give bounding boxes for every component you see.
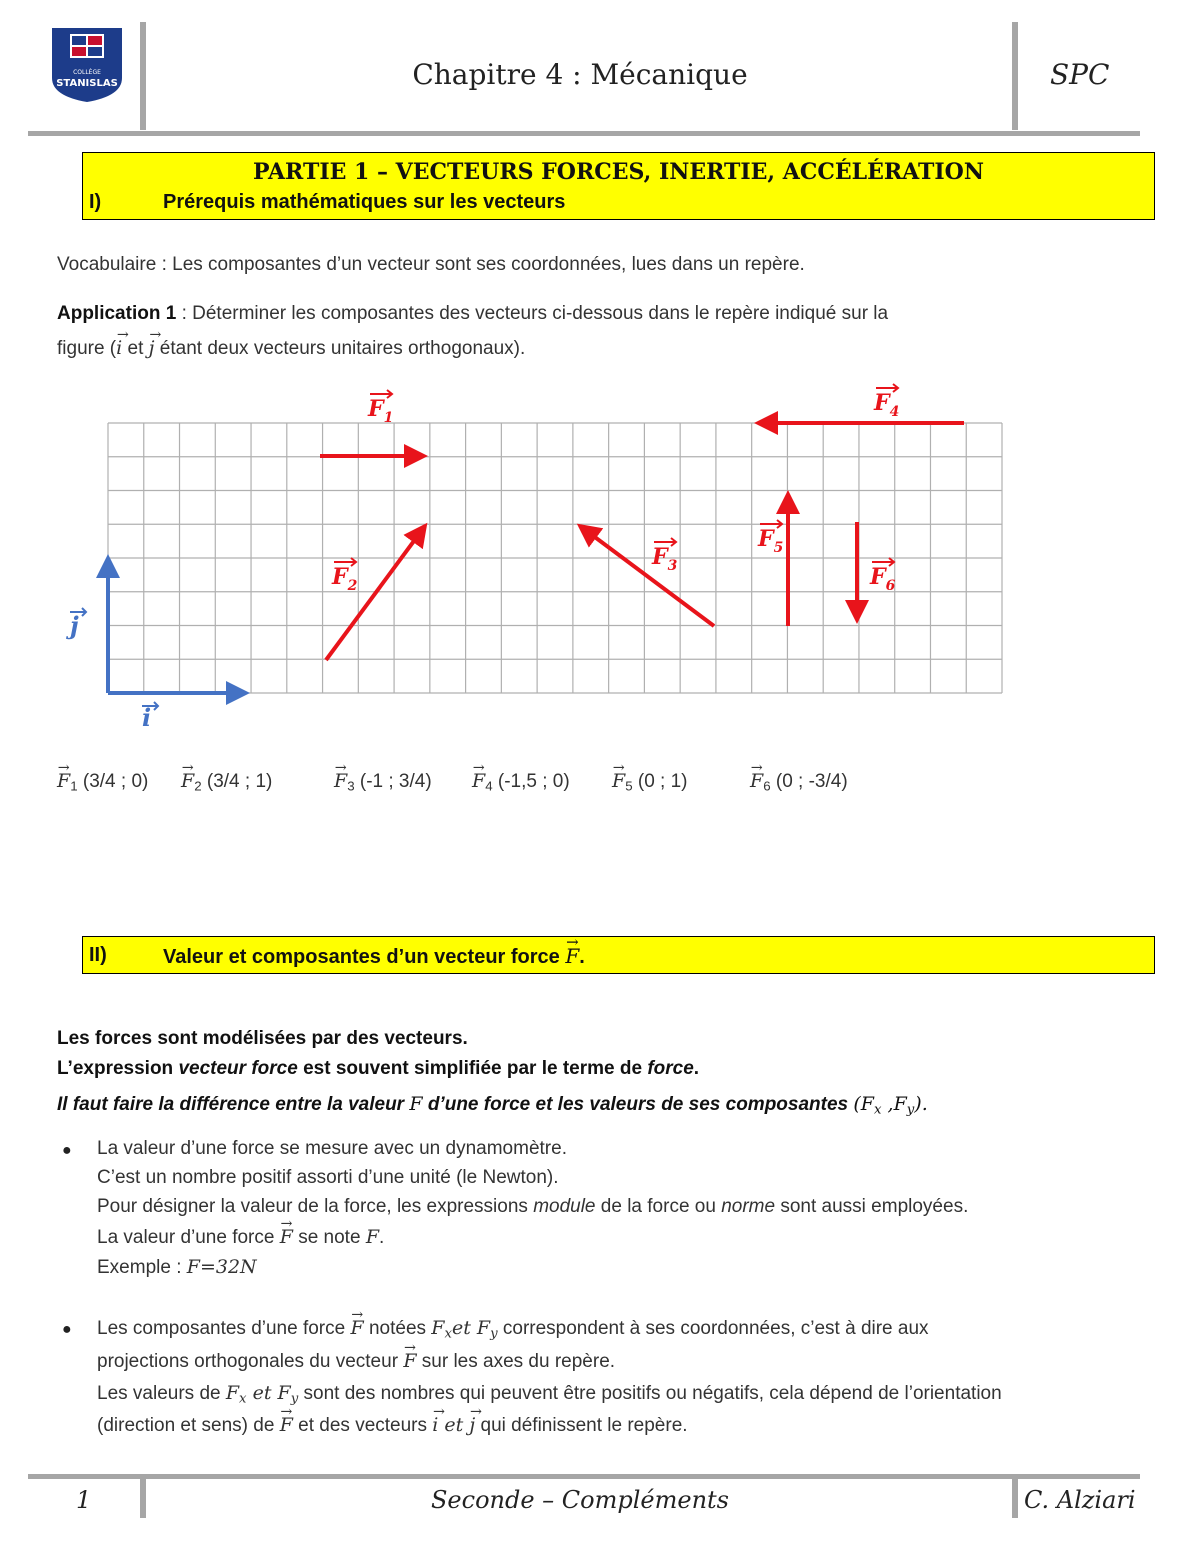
logo-text-bottom: STANISLAS (56, 78, 118, 89)
bullet2-line4: (direction et sens) de → F et des vecteurs → i et → j qui définissent le repère. (97, 1414, 688, 1437)
bullet1-line3: Pour désigner la valeur de la force, les expressions module de la force ou norme sont aussi employées. (97, 1196, 969, 1217)
label-f3: $F_3$ (652, 544, 678, 574)
section1-subtitle: Prérequis mathématiques sur les vecteurs (163, 191, 566, 213)
section2-title: Valeur et composantes d’un vecteur force → F. (163, 944, 585, 969)
answer-f1: → $F_1$ (3/4 ; 0) (57, 770, 148, 793)
footer-author: C. Alziari (1024, 1486, 1136, 1514)
bullet2-line1: Les composantes d’une force → F notées $F_xet$ $F_y$ correspondent à ses coordonnées, c’est à dire aux (97, 1317, 929, 1341)
bullet1-line2: C’est un nombre positif assorti d’une unité (le Newton). (97, 1167, 559, 1188)
label-f6: $F_6$ (870, 564, 896, 594)
application-text2b: étant deux vecteurs unitaires orthogonaux). (154, 338, 526, 359)
answer-f3: → $F_3$ (-1 ; 3/4) (334, 770, 432, 793)
label-i: i (142, 703, 152, 732)
vector-i-inline: → i (116, 337, 122, 359)
force-vector-f2 (326, 526, 425, 660)
bullet2-line2: projections orthogonales du vecteur → F sur les axes du repère. (97, 1350, 615, 1373)
answer-f5: → $F_5$ (0 ; 1) (612, 770, 688, 793)
intro-line2: L’expression vecteur force est souvent simplifiée par le terme de force. (57, 1058, 700, 1079)
footer-rule (28, 1474, 1140, 1479)
label-f1: $F_1$ (368, 396, 394, 426)
application-text1: : Déterminer les composantes des vecteurs ci-dessous dans le repère indiqué sur la (176, 303, 889, 324)
bullet1-line4: La valeur d’une force → F se note F. (97, 1226, 384, 1249)
section2-num: II) (89, 944, 107, 966)
grid (108, 423, 1002, 693)
intro-line3: Il faut faire la différence entre la valeur F d’une force et les valeurs de ses composantes ($F_x$ $,F_y$). (57, 1093, 928, 1118)
vector-j-inline: → j (149, 337, 155, 359)
label-f5: $F_5$ (758, 526, 784, 556)
logo-text-top: COLLÈGE (73, 69, 101, 76)
answers-row (57, 770, 1157, 800)
section1-title: PARTIE 1 – VECTEURS FORCES, INERTIE, ACCÉLÉRATION (253, 159, 984, 185)
label-f2: $F_2$ (332, 564, 358, 594)
answer-f6: → $F_6$ (0 ; -3/4) (750, 770, 848, 793)
application-line1 (57, 303, 888, 325)
answer-f4: → $F_4$ (-1,5 ; 0) (472, 770, 570, 793)
footer-center: Seconde – Compléments (430, 1486, 729, 1514)
label-j: j (70, 611, 79, 640)
section1-num: I) (89, 191, 102, 213)
bullet2-line3: Les valeurs de $F_x$ et $F_y$ sont des nombres qui peuvent être positifs ou négatifs, cela dépend de l’orientation (97, 1382, 1002, 1407)
bullet1-line1: La valeur d’une force se mesure avec un dynamomètre. (97, 1138, 567, 1159)
chapter-title: Chapitre 4 : Mécanique (412, 58, 748, 91)
header-rule (28, 131, 1140, 136)
application-text2a: figure ( (57, 338, 117, 359)
bullet1-line5: Exemple : F=32N (97, 1256, 257, 1278)
answer-f2: → $F_2$ (3/4 ; 1) (181, 770, 272, 793)
vocabulary-text: Vocabulaire : Les composantes d’un vecteur sont ses coordonnées, lues dans un repère. (57, 254, 805, 275)
page-number: 1 (76, 1486, 92, 1514)
intro-line1: Les forces sont modélisées par des vecteurs. (57, 1028, 468, 1049)
bullet-1: ● (62, 1142, 72, 1159)
subject-label: SPC (1050, 58, 1110, 91)
application-et: et (122, 338, 149, 359)
application-line2 (57, 337, 525, 360)
bullet-2: ● (62, 1321, 72, 1338)
section2-box (82, 936, 1155, 974)
label-f4: $F_4$ (874, 390, 900, 420)
force-vector-f3 (580, 526, 714, 626)
vector-figure (0, 370, 1200, 740)
application-label: Application 1 (57, 303, 177, 324)
section1-box (82, 152, 1155, 220)
vector-f-title: → F (565, 944, 579, 968)
